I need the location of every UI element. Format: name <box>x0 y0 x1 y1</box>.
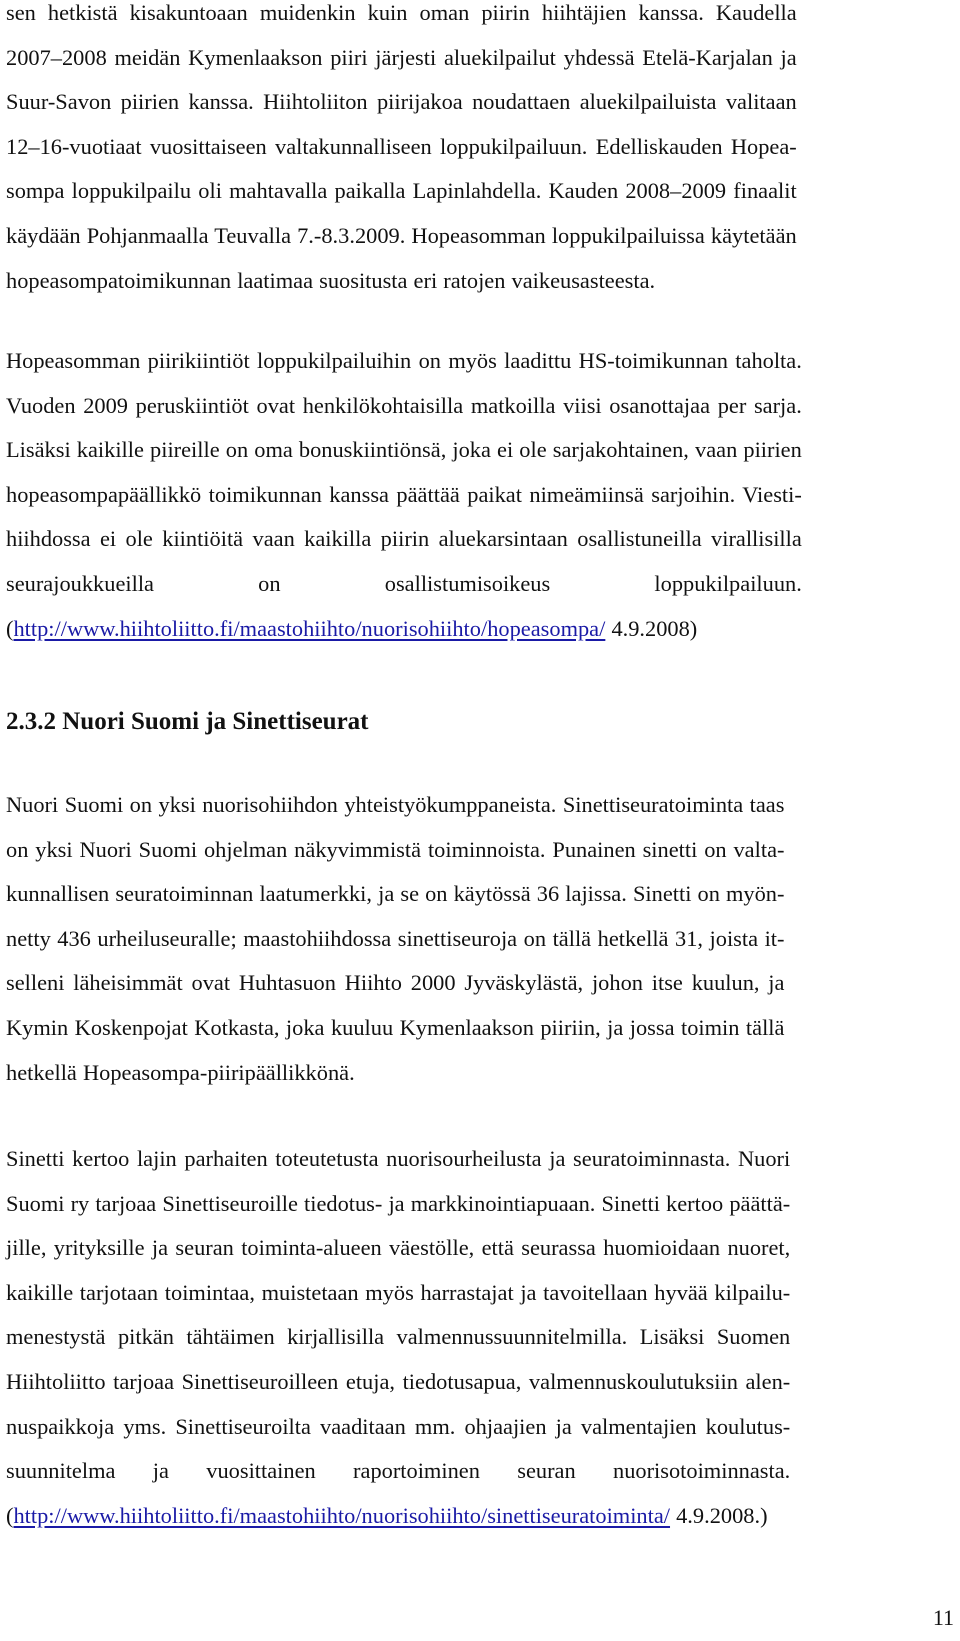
text-line: netty 436 urheiluseuralle; maastohiihdossa sinettiseuroja on tällä hetkellä 31, joista it- <box>6 925 785 951</box>
text-line: sompa loppukilpailu oli mahtavalla paikalla Lapinlahdella. Kauden 2008–2009 finaalit <box>6 178 797 204</box>
text-line: kunnallisen seuratoiminnan laatumerkki, ja se on käytössä 36 lajissa. Sinetti on myön- <box>6 881 785 907</box>
sinettiseuratoiminta-source-link[interactable]: http://www.hiihtoliitto.fi/maastohiihto/nuorisohiihto/sinettiseuratoiminta/ <box>13 1502 671 1528</box>
hopeasompa-source-link[interactable]: http://www.hiihtoliitto.fi/maastohiihto/nuorisohiihto/hopeasompa/ <box>13 615 606 641</box>
text-line: menestystä pitkän tähtäimen kirjallisilla valmennussuunnitelmilla. Lisäksi Suomen <box>6 1324 791 1350</box>
citation-date: 4.9.2008.) <box>670 1502 768 1528</box>
text-line: on yksi Nuori Suomi ohjelman näkyvimmistä toiminnoista. Punainen sinetti on valta- <box>6 836 785 862</box>
text-line: nuspaikkoja yms. Sinettiseuroilta vaaditaan mm. ohjaajien ja valmentajien koulutus- <box>6 1413 791 1439</box>
text-line: käydään Pohjanmaalla Teuvalla 7.-8.3.2009. Hopeasomman loppukilpailuissa käytetään <box>6 222 797 248</box>
text-line: 2007–2008 meidän Kymenlaakson piiri järjesti aluekilpailut yhdessä Etelä-Karjalan ja <box>6 44 797 70</box>
text-line: Lisäksi kaikille piireille on oma bonuskiintiönsä, joka ei ole sarjakohtainen, vaan piirien <box>6 437 802 463</box>
page-number: 11 <box>932 1605 954 1630</box>
text-line: Nuori Suomi on yksi nuorisohiihdon yhteistyökumppaneista. Sinettiseuratoiminta taas <box>6 792 785 817</box>
text-line: selleni läheisimmät ovat Huhtasuon Hiihto 2000 Jyväskylästä, johon itse kuulun, ja <box>6 970 785 996</box>
text-line: suunnitelma ja vuosittainen raportoiminen seuran nuorisotoiminnasta. <box>6 1458 791 1484</box>
citation-date: 4.9.2008) <box>605 615 698 641</box>
text-line: sen hetkistä kisakuntoaan muidenkin kuin oman piirin hiihtäjien kanssa. Kaudella <box>6 0 797 25</box>
text-line: Kymin Koskenpojat Kotkasta, joka kuuluu Kymenlaakson piiriin, ja jossa toimin tällä <box>6 1014 785 1040</box>
text-line: hetkellä Hopeasompa-piiripäällikkönä. <box>6 1059 355 1085</box>
text-line: hopeasompatoimikunnan laatimaa suositusta eri ratojen vaikeusasteesta. <box>6 267 656 293</box>
text-line: Suur-Savon piirien kanssa. Hiihtoliiton piirijakoa noudattaen aluekilpailuista valitaan <box>6 89 797 115</box>
text-line: Hopeasomman piirikiintiöt loppukilpailuihin on myös laadittu HS-toimikunnan taholta. <box>6 348 802 373</box>
text-line: Suomi ry tarjoaa Sinettiseuroille tiedotus- ja markkinointiapuaan. Sinetti kertoo päättä- <box>6 1190 791 1216</box>
text-line: hiihdossa ei ole kiintiöitä vaan kaikilla piirin aluekarsintaan osallistuneilla virallisilla <box>6 526 802 552</box>
paragraph-sinetti <box>6 1137 790 1538</box>
citation-open-paren: ( <box>6 615 14 641</box>
text-line: seurajoukkueilla on osallistumisoikeus loppukilpailuun. <box>6 570 802 596</box>
text-line: hopeasompapäällikkö toimikunnan kanssa päättää paikat nimeämiinsä sarjoihin. Viesti- <box>6 481 802 507</box>
section-heading: 2.3.2 Nuori Suomi ja Sinettiseurat <box>6 708 369 735</box>
paragraph-hopeasompa-competitions <box>6 0 797 303</box>
citation-line <box>6 607 802 652</box>
text-line: kaikille tarjotaan toimintaa, muistetaan myös harrastajat ja tavoitellaan hyvää kilpailu- <box>6 1279 791 1305</box>
text-line: Sinetti kertoo lajin parhaiten toteutetusta nuorisourheilusta ja seuratoiminnasta. Nuori <box>6 1146 791 1171</box>
text-line: jille, yrityksille ja seuran toiminta-alueen väestölle, että seurassa huomioidaan nuoret, <box>6 1235 791 1261</box>
paragraph-district-quotas <box>6 339 802 651</box>
citation-line <box>6 1494 790 1539</box>
paragraph-nuori-suomi <box>6 783 784 1095</box>
text-line: Vuoden 2009 peruskiintiöt ovat henkilökohtaisilla matkoilla viisi osanottajaa per sarja. <box>6 392 802 418</box>
text-line: 12–16-vuotiaat vuosittaiseen valtakunnalliseen loppukilpailuun. Edelliskauden Hopea- <box>6 133 797 159</box>
citation-open-paren: ( <box>6 1502 14 1528</box>
text-line: Hiihtoliitto tarjoaa Sinettiseuroilleen etuja, tiedotusapua, valmennuskoulutuksiin alen- <box>6 1368 791 1394</box>
